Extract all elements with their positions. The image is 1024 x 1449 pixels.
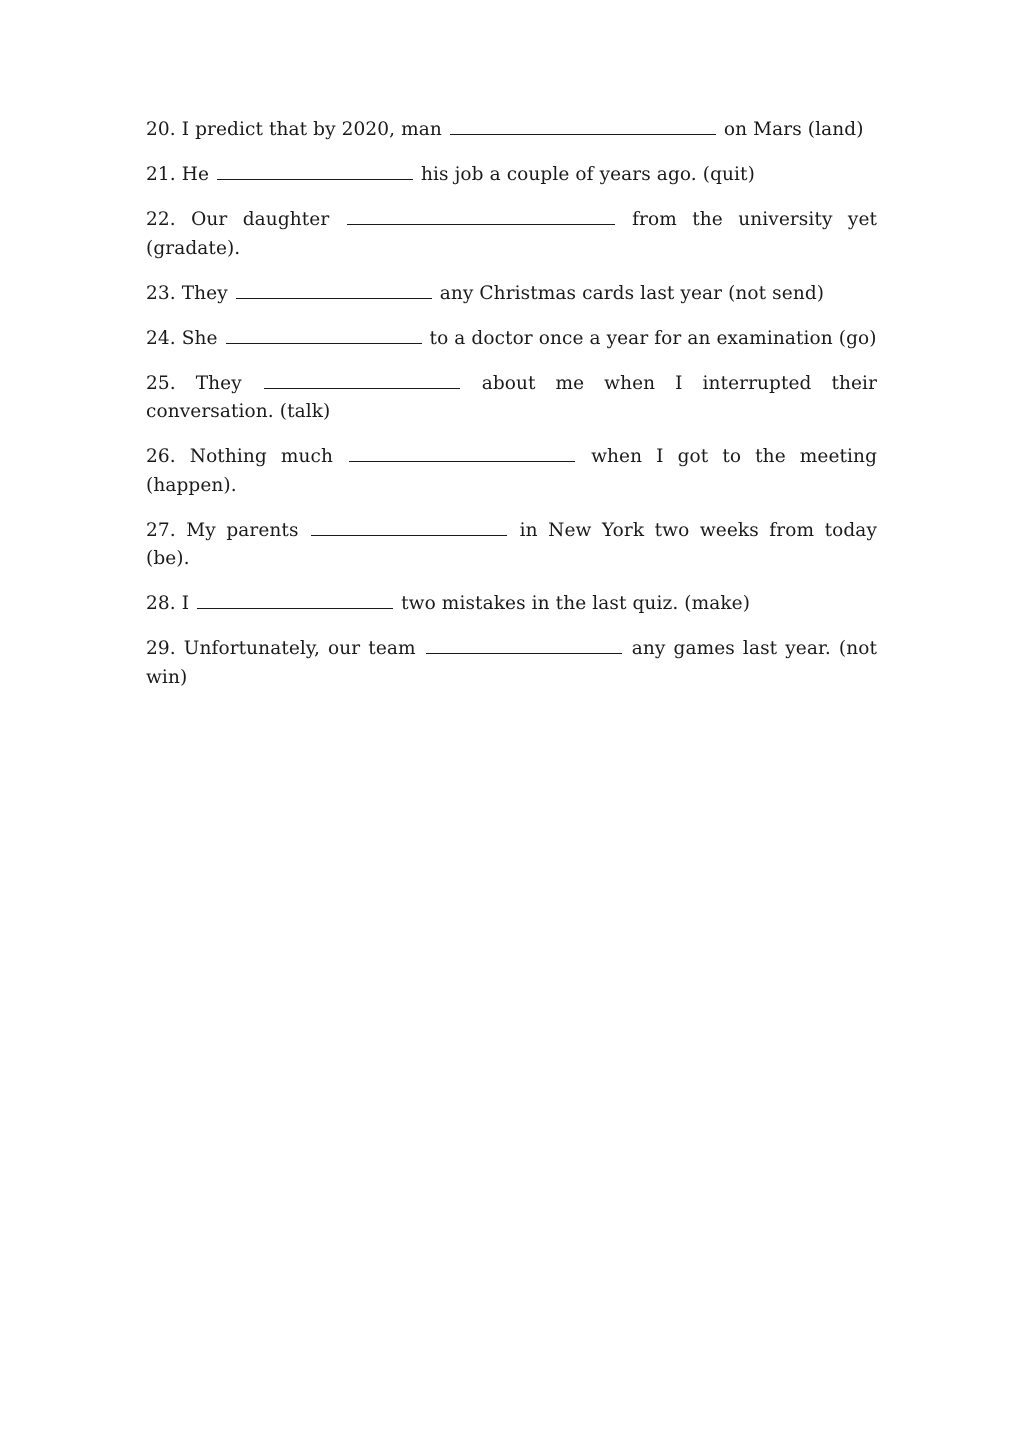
answer-blank[interactable] bbox=[217, 161, 413, 180]
exercise-item-29 bbox=[146, 635, 877, 692]
answer-blank[interactable] bbox=[264, 370, 460, 389]
exercise-item-22 bbox=[146, 206, 877, 263]
exercise-item-21 bbox=[146, 161, 877, 190]
exercise-item-20 bbox=[146, 116, 877, 145]
item-text-after: his job a couple of years ago. (quit) bbox=[420, 164, 755, 185]
item-text-after: from the university yet (gradate). bbox=[146, 209, 878, 259]
item-number: 27. bbox=[146, 519, 176, 541]
item-number: 22. bbox=[146, 209, 176, 230]
item-text-before: I bbox=[181, 593, 190, 614]
item-text-after: any Christmas cards last year (not send) bbox=[439, 282, 825, 304]
exercise-item-25 bbox=[146, 370, 877, 427]
item-number: 25. bbox=[146, 372, 176, 394]
item-number: 24. bbox=[146, 327, 176, 349]
item-text-before: Our daughter bbox=[191, 209, 330, 230]
answer-blank[interactable] bbox=[349, 443, 575, 462]
item-text-after: to a doctor once a year for an examination (go) bbox=[429, 327, 877, 349]
item-text-before: I predict that by 2020, man bbox=[181, 119, 442, 140]
item-text-after: about me when I interrupted their conversation. (talk) bbox=[146, 372, 878, 422]
item-text-after: on Mars (land) bbox=[723, 119, 864, 140]
exercise-item-23 bbox=[146, 280, 877, 309]
item-number: 23. bbox=[146, 282, 176, 304]
exercise-item-28 bbox=[146, 590, 877, 619]
item-text-before: She bbox=[181, 327, 218, 349]
item-number: 21. bbox=[146, 164, 176, 185]
item-text-before: Unfortunately, our team bbox=[183, 638, 416, 659]
item-text-after: in New York two weeks from today (be). bbox=[146, 519, 877, 569]
item-text-before: My parents bbox=[186, 519, 299, 541]
item-text-before: He bbox=[181, 164, 210, 185]
item-text-after: two mistakes in the last quiz. (make) bbox=[401, 593, 751, 614]
exercise-item-27 bbox=[146, 517, 877, 574]
item-text-before: They bbox=[195, 372, 242, 394]
item-number: 20. bbox=[146, 119, 176, 140]
item-text-before: Nothing much bbox=[189, 446, 333, 467]
exercise-item-26 bbox=[146, 443, 877, 500]
answer-blank[interactable] bbox=[197, 590, 393, 609]
item-text-after: any games last year. (not win) bbox=[146, 638, 878, 688]
item-text-before: They bbox=[181, 282, 228, 304]
exercise-item-24 bbox=[146, 325, 877, 354]
answer-blank[interactable] bbox=[450, 116, 716, 135]
answer-blank[interactable] bbox=[236, 280, 432, 299]
answer-blank[interactable] bbox=[311, 517, 507, 536]
item-number: 26. bbox=[146, 446, 176, 467]
answer-blank[interactable] bbox=[347, 206, 615, 225]
exercise-list bbox=[146, 116, 877, 709]
item-number: 28. bbox=[146, 593, 176, 614]
answer-blank[interactable] bbox=[226, 325, 422, 344]
item-text-after: when I got to the meeting (happen). bbox=[146, 446, 878, 496]
answer-blank[interactable] bbox=[426, 635, 622, 654]
item-number: 29. bbox=[146, 638, 176, 659]
